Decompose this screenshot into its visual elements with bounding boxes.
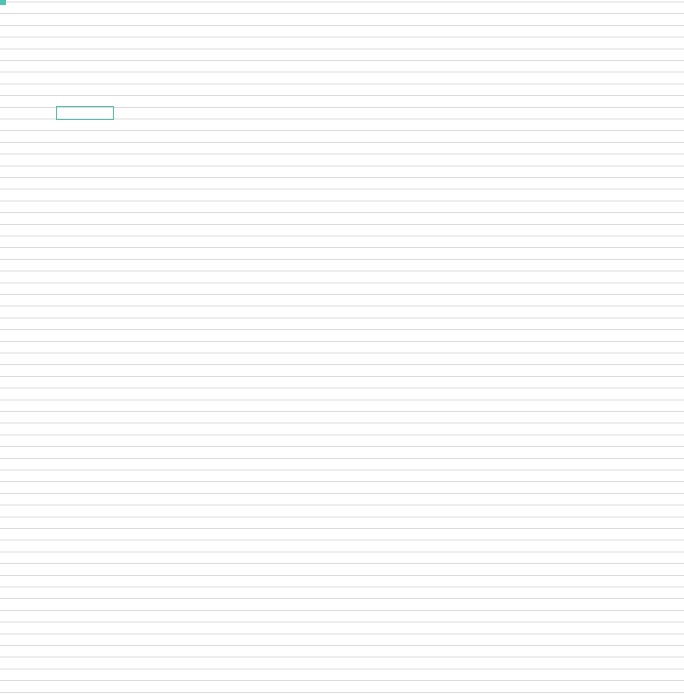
intro-text-cell bbox=[58, 3, 449, 14]
corner-marker bbox=[0, 0, 6, 5]
selected-cell-outline bbox=[56, 106, 114, 120]
